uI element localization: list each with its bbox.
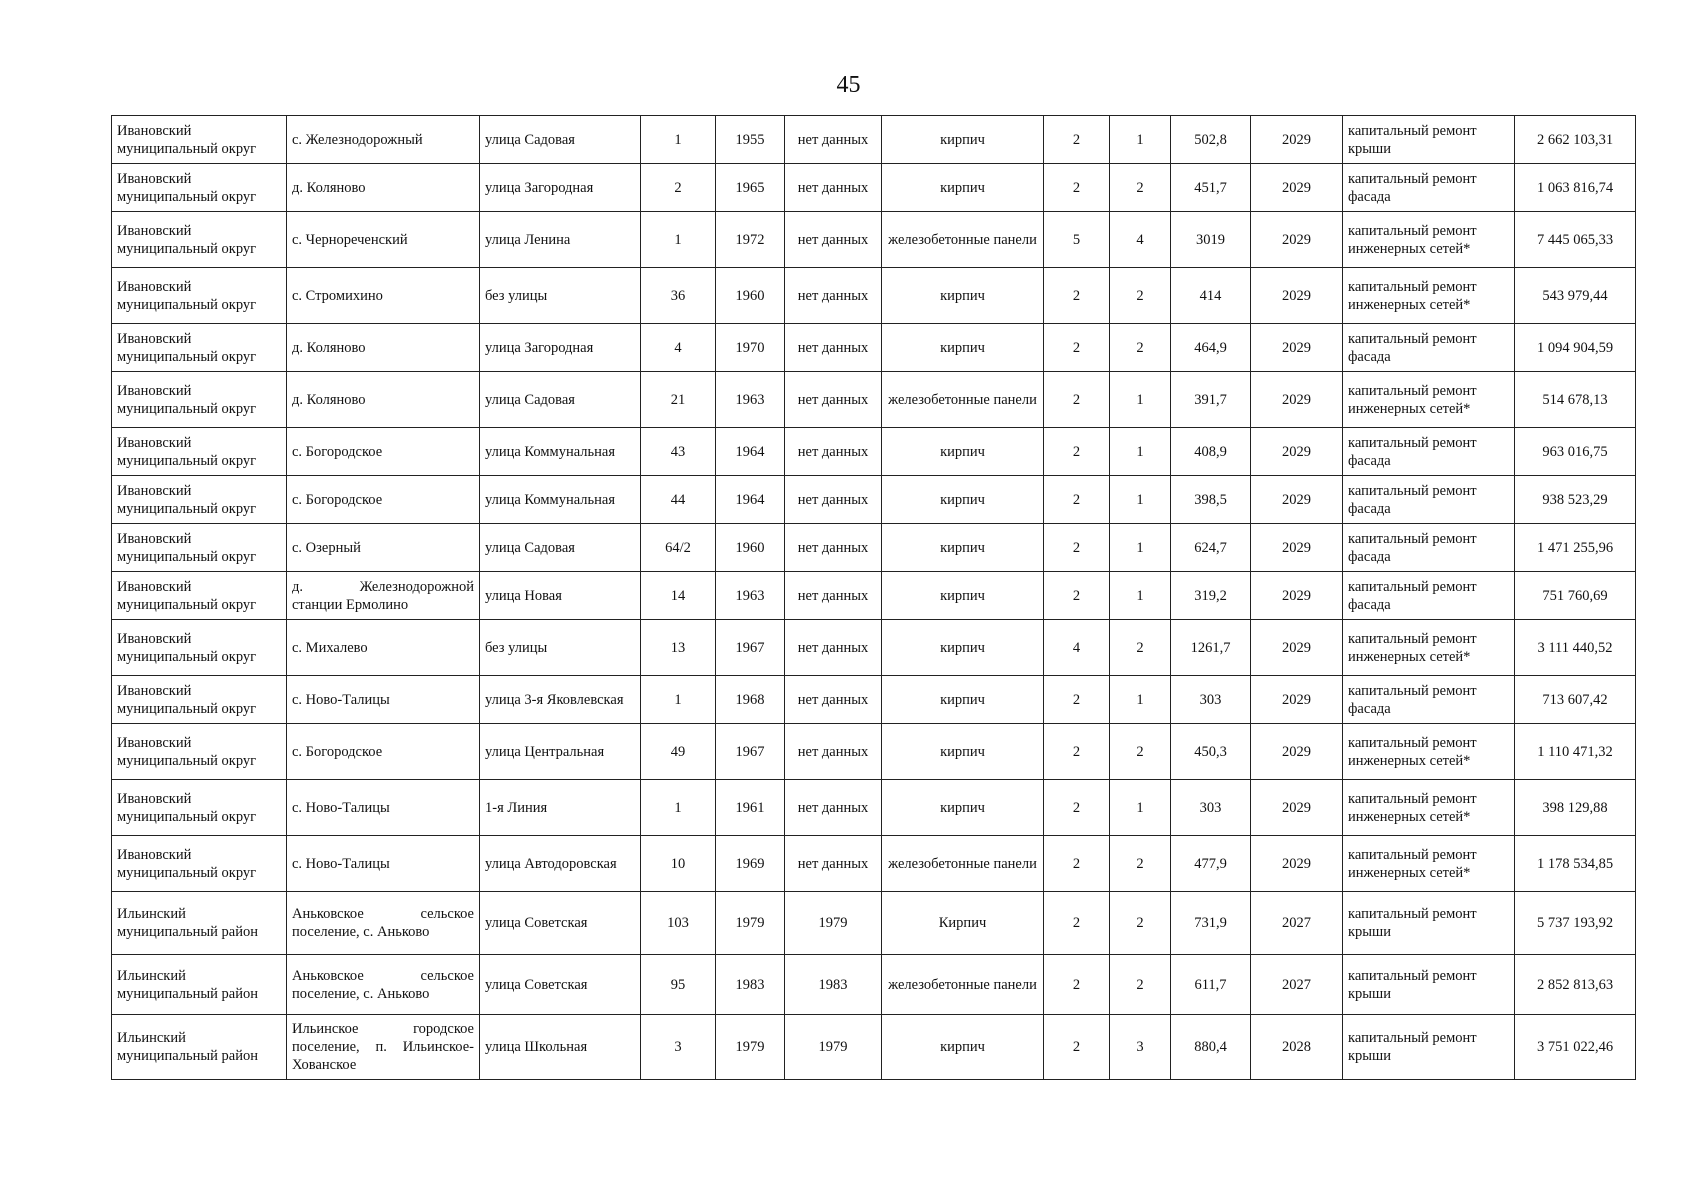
entrances-cell: 1 — [1110, 476, 1171, 524]
floors-cell: 2 — [1044, 892, 1110, 955]
floors-cell: 2 — [1044, 1015, 1110, 1080]
settlement-cell: с. Озерный — [287, 524, 480, 572]
cost-cell: 2 662 103,31 — [1515, 116, 1636, 164]
street-cell: улица Коммунальная — [480, 428, 641, 476]
floors-cell: 2 — [1044, 324, 1110, 372]
municipality-cell: Ильинский муниципальный район — [112, 955, 287, 1015]
floors-cell: 2 — [1044, 724, 1110, 780]
plan-year-cell: 2028 — [1251, 1015, 1343, 1080]
table-row — [112, 572, 1636, 620]
floors-cell: 5 — [1044, 212, 1110, 268]
entrances-cell: 4 — [1110, 212, 1171, 268]
settlement-cell: Аньковское сельское поселение, с. Аньково — [287, 955, 480, 1015]
wall-material-cell: кирпич — [882, 524, 1044, 572]
table-row — [112, 620, 1636, 676]
street-cell: улица Садовая — [480, 372, 641, 428]
table-row — [112, 428, 1636, 476]
work-type-cell: капитальный ремонт инженерных сетей* — [1343, 780, 1515, 836]
cost-cell: 3 111 440,52 — [1515, 620, 1636, 676]
build-year-cell: 1979 — [716, 1015, 785, 1080]
work-type-cell: капитальный ремонт инженерных сетей* — [1343, 212, 1515, 268]
table-row — [112, 955, 1636, 1015]
reconstruction-year-cell: нет данных — [785, 572, 882, 620]
build-year-cell: 1967 — [716, 620, 785, 676]
plan-year-cell: 2029 — [1251, 164, 1343, 212]
cost-cell: 963 016,75 — [1515, 428, 1636, 476]
area-cell: 731,9 — [1171, 892, 1251, 955]
reconstruction-year-cell: нет данных — [785, 212, 882, 268]
street-cell: без улицы — [480, 620, 641, 676]
settlement-cell: Ильинское городское поселение, п. Ильинское-Хованское — [287, 1015, 480, 1080]
street-cell: улица Садовая — [480, 116, 641, 164]
municipality-cell: Ивановский муниципальный округ — [112, 676, 287, 724]
house-number-cell: 44 — [641, 476, 716, 524]
work-type-cell: капитальный ремонт фасада — [1343, 324, 1515, 372]
street-cell: улица Новая — [480, 572, 641, 620]
area-cell: 624,7 — [1171, 524, 1251, 572]
house-number-cell: 36 — [641, 268, 716, 324]
entrances-cell: 1 — [1110, 572, 1171, 620]
table-row — [112, 676, 1636, 724]
municipality-cell: Ивановский муниципальный округ — [112, 324, 287, 372]
entrances-cell: 2 — [1110, 620, 1171, 676]
reconstruction-year-cell: 1979 — [785, 1015, 882, 1080]
cost-cell: 7 445 065,33 — [1515, 212, 1636, 268]
table-row — [112, 164, 1636, 212]
settlement-cell: д. Железнодорожной станции Ермолино — [287, 572, 480, 620]
build-year-cell: 1965 — [716, 164, 785, 212]
table-row — [112, 212, 1636, 268]
floors-cell: 2 — [1044, 572, 1110, 620]
work-type-cell: капитальный ремонт крыши — [1343, 1015, 1515, 1080]
area-cell: 303 — [1171, 676, 1251, 724]
street-cell: улица Советская — [480, 892, 641, 955]
settlement-cell: с. Железнодорожный — [287, 116, 480, 164]
work-type-cell: капитальный ремонт фасада — [1343, 524, 1515, 572]
build-year-cell: 1955 — [716, 116, 785, 164]
work-type-cell: капитальный ремонт инженерных сетей* — [1343, 620, 1515, 676]
wall-material-cell: кирпич — [882, 324, 1044, 372]
entrances-cell: 2 — [1110, 955, 1171, 1015]
area-cell: 1261,7 — [1171, 620, 1251, 676]
entrances-cell: 2 — [1110, 836, 1171, 892]
house-number-cell: 4 — [641, 324, 716, 372]
table-row — [112, 116, 1636, 164]
cost-cell: 751 760,69 — [1515, 572, 1636, 620]
entrances-cell: 1 — [1110, 372, 1171, 428]
cost-cell: 1 094 904,59 — [1515, 324, 1636, 372]
municipality-cell: Ивановский муниципальный округ — [112, 524, 287, 572]
area-cell: 303 — [1171, 780, 1251, 836]
wall-material-cell: кирпич — [882, 268, 1044, 324]
floors-cell: 2 — [1044, 955, 1110, 1015]
work-type-cell: капитальный ремонт инженерных сетей* — [1343, 268, 1515, 324]
floors-cell: 2 — [1044, 164, 1110, 212]
cost-cell: 543 979,44 — [1515, 268, 1636, 324]
municipality-cell: Ивановский муниципальный округ — [112, 476, 287, 524]
house-number-cell: 95 — [641, 955, 716, 1015]
wall-material-cell: железобетонные панели — [882, 372, 1044, 428]
settlement-cell: д. Коляново — [287, 164, 480, 212]
house-number-cell: 21 — [641, 372, 716, 428]
municipality-cell: Ильинский муниципальный район — [112, 892, 287, 955]
area-cell: 611,7 — [1171, 955, 1251, 1015]
house-number-cell: 1 — [641, 676, 716, 724]
house-number-cell: 1 — [641, 116, 716, 164]
build-year-cell: 1964 — [716, 476, 785, 524]
entrances-cell: 2 — [1110, 724, 1171, 780]
table-row — [112, 780, 1636, 836]
build-year-cell: 1963 — [716, 372, 785, 428]
street-cell: улица Загородная — [480, 324, 641, 372]
street-cell: улица Центральная — [480, 724, 641, 780]
plan-year-cell: 2029 — [1251, 116, 1343, 164]
street-cell: 1-я Линия — [480, 780, 641, 836]
entrances-cell: 3 — [1110, 1015, 1171, 1080]
reconstruction-year-cell: нет данных — [785, 780, 882, 836]
plan-year-cell: 2029 — [1251, 836, 1343, 892]
settlement-cell: с. Ново-Талицы — [287, 676, 480, 724]
house-number-cell: 1 — [641, 780, 716, 836]
work-type-cell: капитальный ремонт инженерных сетей* — [1343, 836, 1515, 892]
floors-cell: 2 — [1044, 476, 1110, 524]
reconstruction-year-cell: нет данных — [785, 116, 882, 164]
plan-year-cell: 2029 — [1251, 324, 1343, 372]
build-year-cell: 1968 — [716, 676, 785, 724]
area-cell: 880,4 — [1171, 1015, 1251, 1080]
area-cell: 414 — [1171, 268, 1251, 324]
municipality-cell: Ивановский муниципальный округ — [112, 164, 287, 212]
settlement-cell: д. Коляново — [287, 324, 480, 372]
street-cell: улица Ленина — [480, 212, 641, 268]
reconstruction-year-cell: нет данных — [785, 164, 882, 212]
build-year-cell: 1967 — [716, 724, 785, 780]
area-cell: 477,9 — [1171, 836, 1251, 892]
settlement-cell: с. Богородское — [287, 476, 480, 524]
table-row — [112, 524, 1636, 572]
house-number-cell: 64/2 — [641, 524, 716, 572]
municipality-cell: Ивановский муниципальный округ — [112, 780, 287, 836]
table-row — [112, 1015, 1636, 1080]
plan-year-cell: 2029 — [1251, 268, 1343, 324]
plan-year-cell: 2029 — [1251, 620, 1343, 676]
area-cell: 408,9 — [1171, 428, 1251, 476]
work-type-cell: капитальный ремонт инженерных сетей* — [1343, 724, 1515, 780]
table-body — [112, 116, 1636, 1080]
floors-cell: 2 — [1044, 428, 1110, 476]
cost-cell: 3 751 022,46 — [1515, 1015, 1636, 1080]
cost-cell: 2 852 813,63 — [1515, 955, 1636, 1015]
plan-year-cell: 2029 — [1251, 428, 1343, 476]
reconstruction-year-cell: нет данных — [785, 372, 882, 428]
wall-material-cell: кирпич — [882, 724, 1044, 780]
settlement-cell: с. Ново-Талицы — [287, 780, 480, 836]
area-cell: 3019 — [1171, 212, 1251, 268]
municipality-cell: Ивановский муниципальный округ — [112, 116, 287, 164]
plan-year-cell: 2027 — [1251, 892, 1343, 955]
wall-material-cell: кирпич — [882, 676, 1044, 724]
wall-material-cell: кирпич — [882, 1015, 1044, 1080]
plan-year-cell: 2029 — [1251, 476, 1343, 524]
wall-material-cell: кирпич — [882, 428, 1044, 476]
house-number-cell: 2 — [641, 164, 716, 212]
settlement-cell: д. Коляново — [287, 372, 480, 428]
wall-material-cell: железобетонные панели — [882, 836, 1044, 892]
cost-cell: 398 129,88 — [1515, 780, 1636, 836]
reconstruction-year-cell: 1979 — [785, 892, 882, 955]
build-year-cell: 1979 — [716, 892, 785, 955]
table-row — [112, 372, 1636, 428]
entrances-cell: 2 — [1110, 324, 1171, 372]
reconstruction-year-cell: нет данных — [785, 268, 882, 324]
floors-cell: 2 — [1044, 676, 1110, 724]
floors-cell: 2 — [1044, 524, 1110, 572]
build-year-cell: 1983 — [716, 955, 785, 1015]
area-cell: 398,5 — [1171, 476, 1251, 524]
floors-cell: 4 — [1044, 620, 1110, 676]
reconstruction-year-cell: нет данных — [785, 428, 882, 476]
work-type-cell: капитальный ремонт инженерных сетей* — [1343, 372, 1515, 428]
area-cell: 391,7 — [1171, 372, 1251, 428]
municipality-cell: Ивановский муниципальный округ — [112, 428, 287, 476]
entrances-cell: 2 — [1110, 268, 1171, 324]
wall-material-cell: кирпич — [882, 476, 1044, 524]
reconstruction-year-cell: нет данных — [785, 836, 882, 892]
build-year-cell: 1960 — [716, 268, 785, 324]
settlement-cell: Аньковское сельское поселение, с. Аньково — [287, 892, 480, 955]
street-cell: улица Загородная — [480, 164, 641, 212]
reconstruction-year-cell: нет данных — [785, 524, 882, 572]
cost-cell: 713 607,42 — [1515, 676, 1636, 724]
reconstruction-year-cell: нет данных — [785, 476, 882, 524]
table-row — [112, 476, 1636, 524]
municipality-cell: Ильинский муниципальный район — [112, 1015, 287, 1080]
work-type-cell: капитальный ремонт крыши — [1343, 116, 1515, 164]
build-year-cell: 1969 — [716, 836, 785, 892]
cost-cell: 938 523,29 — [1515, 476, 1636, 524]
plan-year-cell: 2029 — [1251, 372, 1343, 428]
municipality-cell: Ивановский муниципальный округ — [112, 836, 287, 892]
wall-material-cell: кирпич — [882, 780, 1044, 836]
work-type-cell: капитальный ремонт крыши — [1343, 892, 1515, 955]
table-row — [112, 268, 1636, 324]
floors-cell: 2 — [1044, 836, 1110, 892]
wall-material-cell: кирпич — [882, 620, 1044, 676]
cost-cell: 1 110 471,32 — [1515, 724, 1636, 780]
wall-material-cell: кирпич — [882, 164, 1044, 212]
area-cell: 319,2 — [1171, 572, 1251, 620]
floors-cell: 2 — [1044, 372, 1110, 428]
plan-year-cell: 2029 — [1251, 572, 1343, 620]
area-cell: 464,9 — [1171, 324, 1251, 372]
wall-material-cell: кирпич — [882, 116, 1044, 164]
wall-material-cell: железобетонные панели — [882, 212, 1044, 268]
work-type-cell: капитальный ремонт крыши — [1343, 955, 1515, 1015]
plan-year-cell: 2029 — [1251, 676, 1343, 724]
area-cell: 502,8 — [1171, 116, 1251, 164]
work-type-cell: капитальный ремонт фасада — [1343, 428, 1515, 476]
house-number-cell: 10 — [641, 836, 716, 892]
build-year-cell: 1961 — [716, 780, 785, 836]
work-type-cell: капитальный ремонт фасада — [1343, 676, 1515, 724]
street-cell: улица Садовая — [480, 524, 641, 572]
cost-cell: 1 471 255,96 — [1515, 524, 1636, 572]
municipality-cell: Ивановский муниципальный округ — [112, 724, 287, 780]
reconstruction-year-cell: нет данных — [785, 620, 882, 676]
floors-cell: 2 — [1044, 780, 1110, 836]
entrances-cell: 1 — [1110, 428, 1171, 476]
street-cell: улица Автодоровская — [480, 836, 641, 892]
street-cell: улица Советская — [480, 955, 641, 1015]
build-year-cell: 1964 — [716, 428, 785, 476]
reconstruction-year-cell: нет данных — [785, 724, 882, 780]
work-type-cell: капитальный ремонт фасада — [1343, 164, 1515, 212]
entrances-cell: 1 — [1110, 116, 1171, 164]
cost-cell: 514 678,13 — [1515, 372, 1636, 428]
house-number-cell: 49 — [641, 724, 716, 780]
street-cell: без улицы — [480, 268, 641, 324]
plan-year-cell: 2027 — [1251, 955, 1343, 1015]
municipality-cell: Ивановский муниципальный округ — [112, 268, 287, 324]
house-number-cell: 3 — [641, 1015, 716, 1080]
plan-year-cell: 2029 — [1251, 780, 1343, 836]
work-type-cell: капитальный ремонт фасада — [1343, 476, 1515, 524]
cost-cell: 5 737 193,92 — [1515, 892, 1636, 955]
housing-repair-table — [111, 115, 1636, 1080]
settlement-cell: с. Стромихино — [287, 268, 480, 324]
settlement-cell: с. Михалево — [287, 620, 480, 676]
entrances-cell: 2 — [1110, 892, 1171, 955]
work-type-cell: капитальный ремонт фасада — [1343, 572, 1515, 620]
cost-cell: 1 063 816,74 — [1515, 164, 1636, 212]
area-cell: 451,7 — [1171, 164, 1251, 212]
reconstruction-year-cell: 1983 — [785, 955, 882, 1015]
entrances-cell: 1 — [1110, 676, 1171, 724]
street-cell: улица Коммунальная — [480, 476, 641, 524]
settlement-cell: с. Ново-Талицы — [287, 836, 480, 892]
entrances-cell: 1 — [1110, 524, 1171, 572]
table-row — [112, 836, 1636, 892]
build-year-cell: 1963 — [716, 572, 785, 620]
wall-material-cell: Кирпич — [882, 892, 1044, 955]
floors-cell: 2 — [1044, 268, 1110, 324]
municipality-cell: Ивановский муниципальный округ — [112, 212, 287, 268]
table-row — [112, 724, 1636, 780]
plan-year-cell: 2029 — [1251, 724, 1343, 780]
house-number-cell: 13 — [641, 620, 716, 676]
municipality-cell: Ивановский муниципальный округ — [112, 372, 287, 428]
area-cell: 450,3 — [1171, 724, 1251, 780]
plan-year-cell: 2029 — [1251, 524, 1343, 572]
build-year-cell: 1972 — [716, 212, 785, 268]
settlement-cell: с. Богородское — [287, 428, 480, 476]
house-number-cell: 14 — [641, 572, 716, 620]
wall-material-cell: железобетонные панели — [882, 955, 1044, 1015]
plan-year-cell: 2029 — [1251, 212, 1343, 268]
build-year-cell: 1960 — [716, 524, 785, 572]
municipality-cell: Ивановский муниципальный округ — [112, 572, 287, 620]
cost-cell: 1 178 534,85 — [1515, 836, 1636, 892]
build-year-cell: 1970 — [716, 324, 785, 372]
municipality-cell: Ивановский муниципальный округ — [112, 620, 287, 676]
table-row — [112, 892, 1636, 955]
street-cell: улица 3-я Яковлевская — [480, 676, 641, 724]
reconstruction-year-cell: нет данных — [785, 324, 882, 372]
reconstruction-year-cell: нет данных — [785, 676, 882, 724]
table-row — [112, 324, 1636, 372]
house-number-cell: 1 — [641, 212, 716, 268]
street-cell: улица Школьная — [480, 1015, 641, 1080]
entrances-cell: 1 — [1110, 780, 1171, 836]
house-number-cell: 103 — [641, 892, 716, 955]
floors-cell: 2 — [1044, 116, 1110, 164]
settlement-cell: с. Чернореченский — [287, 212, 480, 268]
wall-material-cell: кирпич — [882, 572, 1044, 620]
settlement-cell: с. Богородское — [287, 724, 480, 780]
entrances-cell: 2 — [1110, 164, 1171, 212]
house-number-cell: 43 — [641, 428, 716, 476]
page-number: 45 — [836, 72, 861, 98]
